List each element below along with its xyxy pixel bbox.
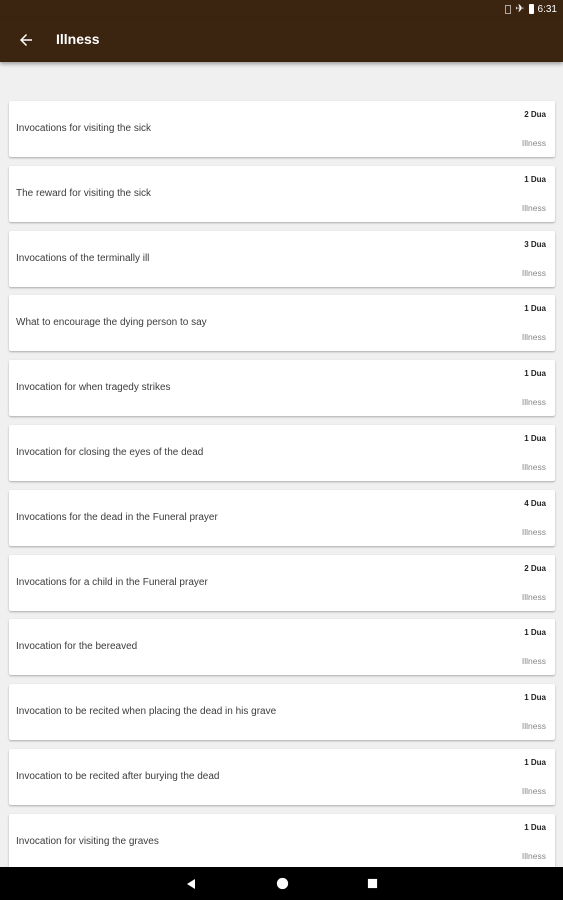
item-dua-count: 4 Dua: [524, 498, 546, 508]
item-dua-count: 2 Dua: [524, 563, 546, 573]
item-dua-count: 1 Dua: [524, 433, 546, 443]
item-title: Invocations of the terminally ill: [16, 252, 150, 264]
item-dua-count: 1 Dua: [524, 174, 546, 184]
item-title: The reward for visiting the sick: [16, 187, 152, 199]
item-category: Illness: [521, 591, 546, 602]
item-title: Invocation for the bereaved: [16, 641, 138, 653]
item-category: Illness: [521, 332, 546, 343]
item-category: Illness: [521, 267, 546, 278]
circle-home-icon: [276, 877, 289, 890]
item-dua-count: 1 Dua: [524, 304, 546, 314]
list-item[interactable]: [9, 231, 555, 287]
battery-icon: [529, 4, 534, 14]
page-title: Illness: [56, 31, 100, 47]
item-category: Illness: [521, 850, 546, 861]
item-dua-count: 1 Dua: [524, 822, 546, 832]
list-item[interactable]: [9, 295, 555, 351]
app-bar: [0, 18, 563, 62]
item-title: What to encourage the dying person to say: [16, 317, 207, 329]
item-title: Invocation to be recited after burying the dead: [16, 770, 220, 782]
item-category: Illness: [521, 656, 546, 667]
item-category: Illness: [521, 397, 546, 408]
item-title: Invocations for a child in the Funeral prayer: [16, 576, 208, 588]
item-category: Illness: [521, 202, 546, 213]
back-button[interactable]: [10, 24, 42, 56]
airplane-mode-icon: ✈: [515, 2, 525, 15]
list-item[interactable]: [9, 749, 555, 805]
list-item[interactable]: [9, 490, 555, 546]
square-recents-icon: [367, 878, 378, 889]
list-item[interactable]: [9, 360, 555, 416]
list-item[interactable]: [9, 814, 555, 870]
item-title: Invocation for when tragedy strikes: [16, 382, 171, 394]
arrow-back-icon: [17, 31, 35, 49]
item-category: Illness: [521, 138, 546, 148]
list-item[interactable]: [9, 555, 555, 611]
list-item[interactable]: [9, 425, 555, 481]
nav-recents-button[interactable]: [352, 867, 392, 900]
item-category: Illness: [521, 785, 546, 796]
list-item[interactable]: [9, 166, 555, 222]
item-category: Illness: [521, 526, 546, 537]
item-category: Illness: [521, 461, 546, 472]
item-dua-count: 1 Dua: [524, 757, 546, 767]
item-dua-count: 1 Dua: [524, 628, 546, 638]
item-dua-count: 3 Dua: [524, 239, 546, 249]
item-dua-count: 2 Dua: [524, 110, 546, 119]
list-item[interactable]: [9, 619, 555, 675]
status-time: 6:31: [537, 3, 557, 15]
item-category: Illness: [521, 721, 546, 732]
item-title: Invocation for closing the eyes of the dead: [16, 446, 204, 458]
status-bar: [0, 0, 563, 18]
navigation-bar: [0, 867, 563, 900]
item-dua-count: 1 Dua: [524, 693, 546, 703]
item-title: Invocations for the dead in the Funeral prayer: [16, 511, 218, 523]
item-dua-count: 1 Dua: [524, 369, 546, 379]
nav-back-button[interactable]: [171, 867, 211, 900]
item-title: Invocations for visiting the sick: [16, 123, 152, 134]
sim-icon: [505, 5, 511, 14]
triangle-back-icon: [185, 878, 197, 890]
dua-list: [9, 101, 555, 879]
item-title: Invocation for visiting the graves: [16, 835, 159, 847]
list-item[interactable]: [9, 101, 555, 157]
nav-home-button[interactable]: [262, 867, 302, 900]
list-item[interactable]: [9, 684, 555, 740]
item-title: Invocation to be recited when placing the dead in his grave: [16, 706, 277, 718]
status-icons: [505, 2, 557, 16]
